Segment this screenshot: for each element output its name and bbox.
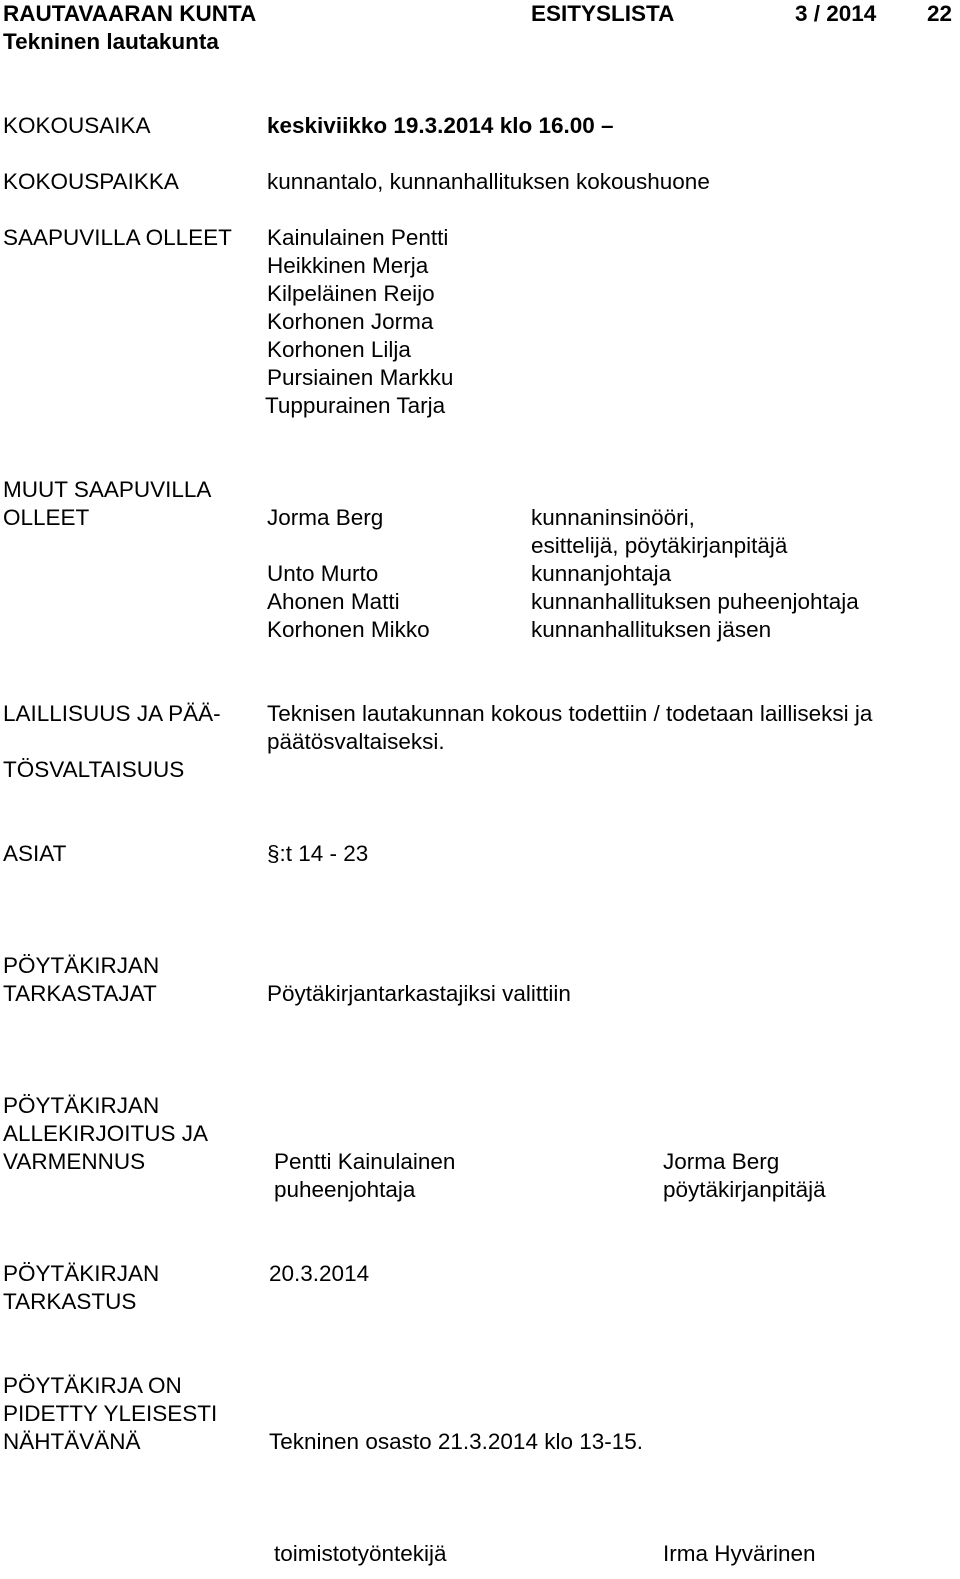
- others-label: OLLEET: [3, 505, 90, 530]
- present-member: Korhonen Jorma: [267, 309, 434, 334]
- meeting-place-label: KOKOUSPAIKKA: [3, 169, 179, 194]
- other-person-name: Jorma Berg: [267, 505, 384, 530]
- checkers-label: PÖYTÄKIRJAN: [3, 953, 160, 978]
- signatures-label: VARMENNUS: [3, 1149, 146, 1174]
- footer-role: toimistotyöntekijä: [274, 1541, 447, 1566]
- public-label: NÄHTÄVÄNÄ: [3, 1429, 141, 1454]
- legality-text: päätösvaltaiseksi.: [267, 729, 445, 754]
- other-person-name: Korhonen Mikko: [267, 617, 430, 642]
- items-value: §:t 14 - 23: [267, 841, 369, 866]
- checkers-value: Pöytäkirjantarkastajiksi valittiin: [267, 981, 571, 1006]
- present-member: Kainulainen Pentti: [267, 225, 449, 250]
- present-member: Pursiainen Markku: [267, 365, 454, 390]
- other-person-role: kunnaninsinööri,: [531, 505, 695, 530]
- signatures-label: PÖYTÄKIRJAN: [3, 1093, 160, 1118]
- others-label: MUUT SAAPUVILLA: [3, 477, 212, 502]
- other-person-role: kunnanhallituksen puheenjohtaja: [531, 589, 859, 614]
- footer-name: Irma Hyvärinen: [663, 1541, 816, 1566]
- other-person-role: esittelijä, pöytäkirjanpitäjä: [531, 533, 788, 558]
- other-person-name: Unto Murto: [267, 561, 379, 586]
- issue-number: 3 / 2014: [795, 1, 877, 26]
- public-label: PÖYTÄKIRJA ON: [3, 1373, 182, 1398]
- chair-name: Pentti Kainulainen: [274, 1149, 456, 1174]
- public-label: PIDETTY YLEISESTI: [3, 1401, 218, 1426]
- present-member: Kilpeläinen Reijo: [267, 281, 435, 306]
- other-person-role: kunnanhallituksen jäsen: [531, 617, 772, 642]
- signatures-label: ALLEKIRJOITUS JA: [3, 1121, 209, 1146]
- other-person-role: kunnanjohtaja: [531, 561, 672, 586]
- legality-label: TÖSVALTAISUUS: [3, 757, 185, 782]
- public-value: Tekninen osasto 21.3.2014 klo 13-15.: [269, 1429, 644, 1454]
- secretary-name: Jorma Berg: [663, 1149, 780, 1174]
- municipality-name: RAUTAVAARAN KUNTA: [3, 1, 257, 26]
- legality-label: LAILLISUUS JA PÄÄ-: [3, 701, 221, 726]
- meeting-time-value: keskiviikko 19.3.2014 klo 16.00 –: [267, 113, 614, 138]
- meeting-place-value: kunnantalo, kunnanhallituksen kokoushuone: [267, 169, 710, 194]
- checkers-label: TARKASTAJAT: [3, 981, 157, 1006]
- present-member: Tuppurainen Tarja: [265, 393, 446, 418]
- meeting-time-label: KOKOUSAIKA: [3, 113, 151, 138]
- board-name: Tekninen lautakunta: [3, 29, 219, 54]
- other-person-name: Ahonen Matti: [267, 589, 400, 614]
- document-type: ESITYSLISTA: [531, 1, 675, 26]
- present-member: Heikkinen Merja: [267, 253, 429, 278]
- review-label: PÖYTÄKIRJAN: [3, 1261, 160, 1286]
- review-date: 20.3.2014: [269, 1261, 370, 1286]
- chair-title: puheenjohtaja: [274, 1177, 416, 1202]
- legality-text: Teknisen lautakunnan kokous todettiin / todetaan lailliseksi ja: [267, 701, 873, 726]
- present-member: Korhonen Lilja: [267, 337, 411, 362]
- secretary-title: pöytäkirjanpitäjä: [663, 1177, 826, 1202]
- page-number: 22: [927, 1, 953, 26]
- items-label: ASIAT: [3, 841, 67, 866]
- review-label: TARKASTUS: [3, 1289, 137, 1314]
- present-label: SAAPUVILLA OLLEET: [3, 225, 232, 250]
